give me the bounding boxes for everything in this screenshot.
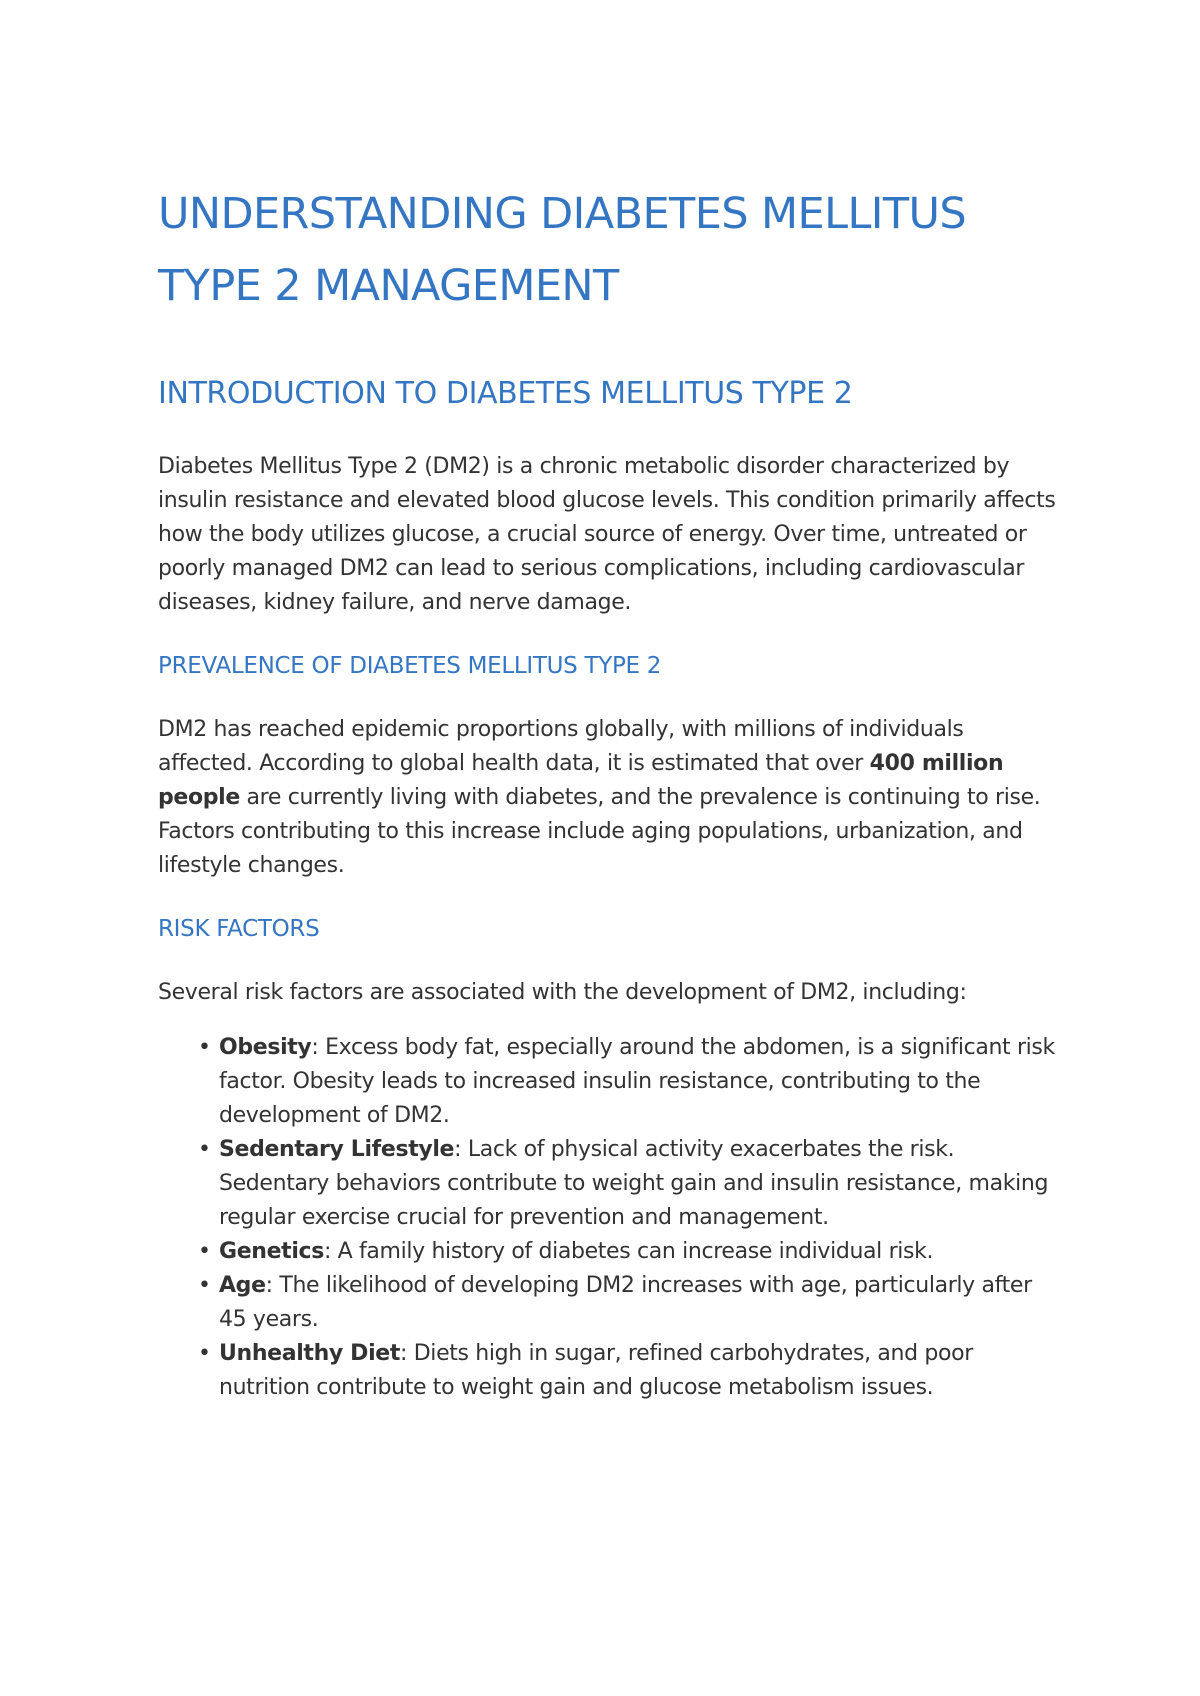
list-item-text: A family history of diabetes can increase individual risk. [331, 1239, 934, 1264]
list-item-obesity [198, 1031, 1058, 1133]
intro-paragraph: Diabetes Mellitus Type 2 (DM2) is a chronic metabolic disorder characterized by insulin resistance and elevated blood glucose levels. This condition primarily affects how the body utilizes glucose, a crucial source of energy. Over time, untreated or poorly managed DM2 can lead to serious complications, including cardiovascular diseases, kidney failure, and nerve damage. [158, 454, 1056, 615]
list-item-term: Sedentary Lifestyle [219, 1137, 455, 1162]
list-item-unhealthy-diet [198, 1337, 1058, 1405]
intro-heading: INTRODUCTION TO DIABETES MELLITUS TYPE 2 [158, 376, 853, 411]
list-item-term: Age [219, 1273, 266, 1298]
prevalence-highlight: 400 million people [158, 751, 1004, 810]
list-item-age [198, 1269, 1058, 1337]
list-item-term: Obesity [219, 1035, 312, 1060]
list-item-text: Diets high in sugar, refined carbohydrates, and poor nutrition contribute to weight gain and glucose metabolism issues. [219, 1341, 973, 1400]
risk-factors-intro: Several risk factors are associated with the development of DM2, including: [158, 980, 967, 1005]
list-item-text: Lack of physical activity exacerbates the risk. Sedentary behaviors contribute to weight gain and insulin resistance, making regular exercise crucial for prevention and management. [219, 1137, 1049, 1230]
list-item-term: Unhealthy Diet [219, 1341, 401, 1366]
list-item-separator: : [311, 1035, 319, 1060]
prevalence-text-start: DM2 has reached epidemic proportions globally, with millions of individuals affected. According to global health data, it is estimated that over [158, 717, 964, 776]
list-item-text: The likelihood of developing DM2 increases with age, particularly after 45 years. [219, 1273, 1032, 1332]
prevalence-paragraph [158, 713, 1058, 883]
list-item-separator: : [454, 1137, 462, 1162]
risk-factors-list [158, 1031, 1058, 1405]
document-title: UNDERSTANDING DIABETES MELLITUS TYPE 2 MANAGEMENT [158, 189, 967, 311]
list-item-separator: : [265, 1273, 273, 1298]
list-item-sedentary-lifestyle [198, 1133, 1058, 1235]
list-item-text: Excess body fat, especially around the abdomen, is a significant risk factor. Obesity leads to increased insulin resistance, contributing to the development of DM2. [219, 1035, 1055, 1128]
prevalence-text-end: are currently living with diabetes, and the prevalence is continuing to rise. Factors contributing to this increase include aging populations, urbanization, and lifestyle changes. [158, 785, 1041, 878]
list-item-separator: : [323, 1239, 332, 1264]
list-item-separator: : [400, 1341, 408, 1366]
list-item-genetics [198, 1235, 1058, 1269]
prevalence-heading: PREVALENCE OF DIABETES MELLITUS TYPE 2 [158, 653, 662, 679]
list-item-term: Genetics [219, 1239, 324, 1264]
risk-factors-heading: RISK FACTORS [158, 916, 320, 942]
document-page [158, 178, 1058, 1405]
